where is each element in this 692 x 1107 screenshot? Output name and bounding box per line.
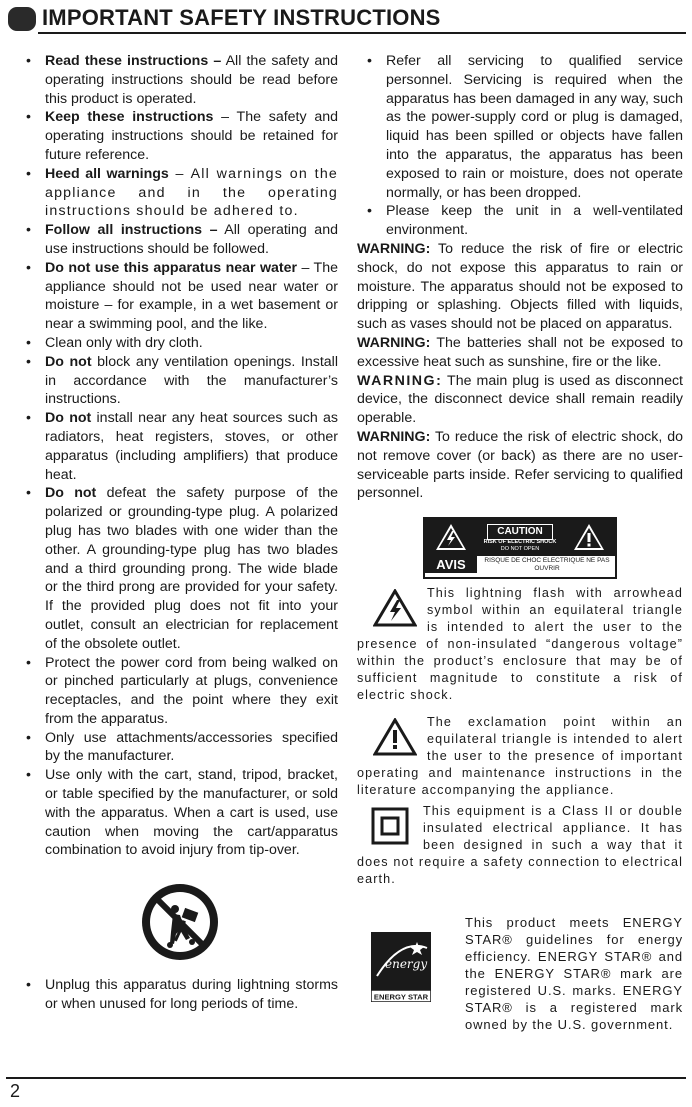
avis-badge: AVIS	[425, 556, 477, 573]
list-item: • Heed all warnings – All warnings on the appliance and in the operating instructions should be adhered to.	[26, 165, 339, 220]
energy-star-logo-icon	[371, 932, 431, 1002]
caution-badge: CAUTION	[487, 524, 553, 540]
warning-paragraph: WARNING: The main plug is used as disconnect device, the disconnect device shall remain readily operable.	[357, 372, 683, 427]
exclamation-triangle-icon	[373, 718, 417, 756]
warning-paragraph: WARNING: The batteries shall not be exposed to excessive heat such as sunshine, fire or the like.	[357, 334, 683, 370]
lightning-triangle-icon	[373, 589, 417, 627]
list-item: • Read these instructions – All the safety and operating instructions should be read before this product is operated.	[26, 53, 338, 107]
exclamation-symbol-description: The exclamation point within an equilateral triangle is intended to alert the user to the presence of important operating and maintenance instructions in the literature accompanying the appliance.	[357, 715, 683, 798]
lightning-triangle-icon	[435, 523, 467, 551]
energy-star-block	[357, 914, 683, 1054]
exclamation-triangle-icon	[573, 523, 605, 551]
page-title: IMPORTANT SAFETY INSTRUCTIONS	[42, 5, 441, 30]
list-item: • Do not defeat the safety purpose of the polarized or grounding-type plug. A polarized plug has two blades with one wider than the other. A grounding-type plug has two blades and a third grounding prong. The wide blade or the third prong are provided for your safety. If the provided plug does not fit into your outlet, consult an electrician for replacement of the obsolete outlet.	[26, 485, 338, 652]
lightning-symbol-description: This lightning flash with arrowhead symbol within an equilateral triangle is intended to alert the user to the presence of non-insulated “dangerous voltage” within the product’s enclosure that may be of sufficient magnitude to constitute a risk of electric shock.	[357, 586, 683, 703]
svg-text:ENERGY STAR: ENERGY STAR	[373, 992, 429, 1002]
energy-star-script: energy	[385, 957, 428, 972]
right-column	[357, 52, 683, 1054]
cart-tipover-warning-icon	[22, 882, 338, 962]
list-item: • Use only with the cart, stand, tripod, bracket, or table specified by the manufacturer, or sold with the apparatus. When a cart is used, use caution when moving the cart/apparatus combination to avoid injury from tip-over.	[26, 767, 338, 859]
right-instruction-list	[363, 52, 683, 240]
list-item: • Do not block any ventilation openings. Install in accordance with the manufacturer’s instructions.	[26, 353, 338, 408]
list-item: • Do not use this apparatus near water – The appliance should not be used near water or moisture – for example, in a wet basement or near a swimming pool, and the like.	[26, 259, 338, 333]
class2-symbol-description: This equipment is a Class II or double insulated electrical appliance. It has been designed in such a way that it does not require a safety connection to electrical earth.	[357, 804, 683, 887]
left-instruction-list-last	[22, 976, 338, 1014]
list-item: • Protect the power cord from being walked on or pinched particularly at plugs, convenience receptacles, and the point where they exit from the apparatus.	[26, 654, 338, 727]
list-item: • Follow all instructions – All operating and use instructions should be followed.	[26, 222, 338, 257]
list-item: • Only use attachments/accessories specified by the manufacturer.	[26, 729, 338, 765]
list-item: • Do not install near any heat sources such as radiators, heat registers, stoves, or other apparatus (including amplifiers) that produce heat.	[26, 410, 338, 483]
warning-paragraph: WARNING: To reduce the risk of fire or electric shock, do not expose this apparatus to rain or moisture. The apparatus should not be exposed to dripping or splashing. Objects filled with liquids, such as vases should not be placed on apparatus.	[357, 240, 683, 333]
header-bullet-icon	[8, 7, 36, 31]
left-column	[22, 52, 338, 1014]
page-number: 2	[10, 1081, 21, 1101]
list-item: • Keep these instructions – The safety and operating instructions should be retained for future reference.	[26, 109, 338, 163]
warning-paragraph: WARNING: To reduce the risk of electric shock, do not remove cover (or back) as there are no user-serviceable parts inside. Refer servicing to qualified personnel.	[357, 428, 683, 502]
list-item: • Refer all servicing to qualified service personnel. Servicing is required when the apparatus has been damaged in any way, such as the power-supply cord or plug is damaged, liquid has been spilled or objects have fallen into the apparatus, the apparatus has been exposed to rain or moisture, does not operate normally, or has been dropped.	[367, 53, 683, 201]
caution-label: CAUTION RISK OF ELECTRIC SHOCK DO NOT OPEN AVIS RISQUE DE CHOC ELECTRIQUE NE PAS OUVRIR	[423, 517, 617, 579]
footer-rule	[6, 1077, 686, 1079]
list-item: • Clean only with dry cloth.	[26, 334, 203, 351]
double-square-class2-icon	[371, 807, 409, 845]
page-header	[6, 4, 684, 32]
left-instruction-list	[22, 52, 338, 860]
list-item: • Please keep the unit in a well-ventilated environment.	[367, 203, 683, 239]
energy-star-text: This product meets ENERGY STAR® guidelines for energy efficiency. ENERGY STAR® and the ENERGY STAR® mark are registered U.S. marks. ENERGY STAR® is a registered mark owned by the U.S. government.	[465, 915, 683, 1033]
list-item: • Unplug this apparatus during lightning storms or when unused for long periods of time.	[26, 977, 338, 1013]
header-rule	[38, 32, 686, 34]
